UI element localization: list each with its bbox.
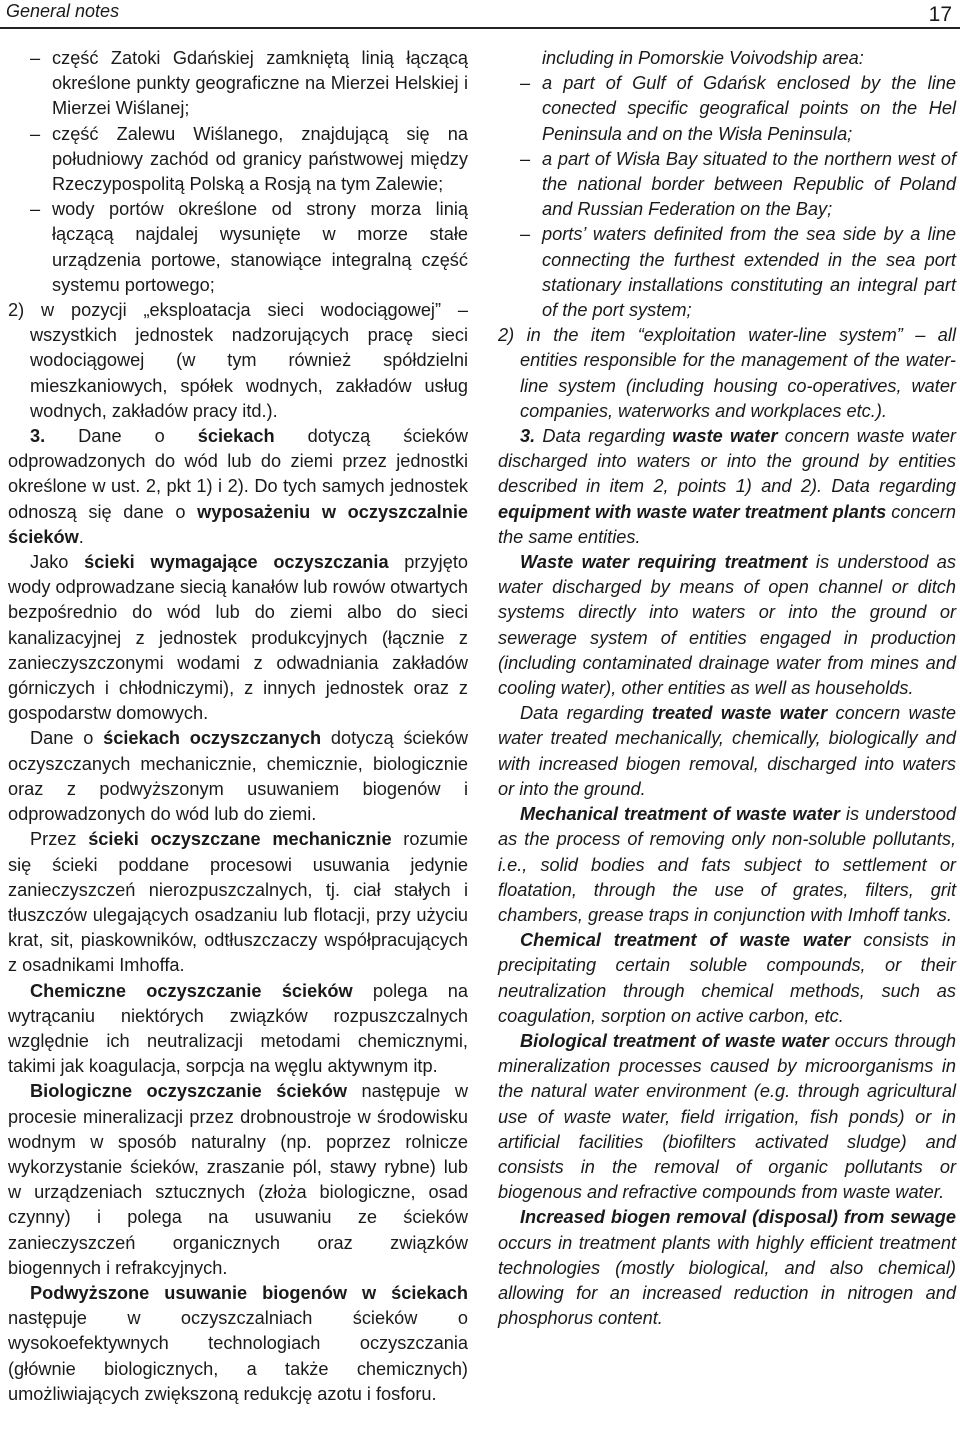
- english-column: [498, 46, 956, 1331]
- paragraph-number: 3.: [520, 426, 536, 447]
- term: Increased biogen removal (disposal) from sewage: [520, 1207, 956, 1228]
- paragraph: Podwyższone usuwanie biogenów w ściekach następuje w oczyszczalniach ścieków o wysokoefektywnych technologiach oczyszczania (głównie biologicznych, a także chemicznych) umożliwiających zwiększoną redukcję azotu i fosforu.: [8, 1282, 468, 1404]
- list-item: – wody portów określone od strony morza linią łączącą najdalej wysunięte w morze stałe urządzenia portowe, stanowiące integralną część systemu portowego;: [8, 197, 468, 298]
- term: Podwyższone usuwanie biogenów w ściekach: [30, 1282, 468, 1303]
- paragraph: Chemical treatment of waste water consists in precipitating certain soluble compounds, or their neutralization through chemical methods, such as coagulation, sorption on active carbon, etc.: [498, 930, 956, 1026]
- term: Biologiczne oczyszczanie ścieków: [30, 1081, 348, 1102]
- term: Chemical treatment of waste water: [520, 930, 851, 951]
- paragraph: Przez ścieki oczyszczane mechanicznie rozumie się ścieki poddane procesowi usuwania jedynie zanieczyszczeń nierozpuszczalnych, tj. ciał stałych i tłuszczów ulegających osadzaniu lub flotacji, przy użyciu krat, sit, piaskowników, odtłuszczaczy współpracujących z osadnikami Imhoffa.: [8, 829, 468, 976]
- section-title: General notes: [6, 1, 120, 21]
- paragraph-number: 3.: [30, 426, 46, 447]
- page-number: 17: [928, 3, 952, 26]
- term: equipment with waste water treatment plants: [498, 501, 887, 522]
- list-item: – część Zalewu Wiślanego, znajdującą się na południowy zachód od granicy państwowej między Rzeczypospolitą Polską a Rosją na tym Zalewie;: [8, 122, 468, 198]
- term: ścieki oczyszczane mechanicznie: [88, 829, 392, 850]
- term: Chemiczne oczyszczanie ścieków: [30, 980, 353, 1001]
- paragraph: Mechanical treatment of waste water is understood as the process of removing only non-soluble pollutants, i.e., solid bodies and fats subject to settlement or floatation, through the use of grates, filters, grit chambers, grease traps in conjunction with Imhoff tanks.: [498, 804, 956, 925]
- term: Biological treatment of waste water: [520, 1030, 829, 1051]
- numbered-item: 2) w pozycji „eksploatacja sieci wodociągowej” – wszystkich jednostek nadzorujących pracę sieci wodociągowej (w tym również spółdzielni mieszkaniowych, spółek wodnych, zakładów usług wodnych, zakładów pracy itd.).: [8, 300, 468, 421]
- paragraph: Biological treatment of waste water occurs through mineralization processes caused by microorganisms in the natural water environment (e.g. through agricultural use of waste water, field irrigation, fish ponds) or in artificial facilities (biofilters activated sludge) and consists in the removal of organic pollutants or biogenous and refractive compounds from waste water.: [498, 1030, 957, 1203]
- paragraph: Increased biogen removal (disposal) from sewage occurs in treatment plants with highly efficient treatment technologies (mostly biological, and also chemical) allowing for an increased reduction in nitrogen and phosphorus content.: [498, 1207, 956, 1329]
- term: Waste water requiring treatment: [520, 552, 808, 573]
- paragraph: Waste water requiring treatment is understood as water discharged by means of open channel or ditch systems directly into waters or into the ground or sewerage system of entities engaged in production (including contaminated drainage water from mines and cooling water), other entities as well as households.: [498, 552, 956, 699]
- page-header: [0, 0, 960, 29]
- paragraph: 3. Dane o ściekach dotyczą ścieków odprowadzonych do wód lub do ziemi przez jednostki określone w ust. 2, pkt 1) i 2). Do tych samych jednostek odnoszą się dane o wyposażeniu w oczyszczalnie ścieków.: [8, 426, 468, 547]
- list-item: – a part of Gulf of Gdańsk enclosed by the line conected specific geografical points on the Hel Peninsula and on the Wisła Peninsula;: [498, 71, 956, 147]
- term: ściekach: [197, 426, 275, 447]
- numbered-item: 2) in the item “exploitation water-line system” – all entities responsible for the management of the water-line system (including housing co-operatives, water companies, waterworks and workplaces etc.).: [498, 325, 956, 421]
- list-item: – a part of Wisła Bay situated to the northern west of the national border between Republic of Poland and Russian Federation on the Bay;: [498, 147, 956, 223]
- term: wyposażeniu w oczyszczalnie ścieków: [8, 501, 468, 547]
- paragraph: Jako ścieki wymagające oczyszczania przyjęto wody odprowadzane siecią kanałów lub rowów otwartych bezpośrednio do wód lub do ziemi albo do sieci kanalizacyjnej z jednostek produkcyjnych (łącznie z zanieczyszczonymi wodami z odwadniania zakładów górniczych i chłodniczymi), z innych jednostek oraz z gospodarstw domowych.: [8, 552, 468, 724]
- term: ścieki wymagające oczyszczania: [84, 552, 389, 573]
- paragraph: Chemiczne oczyszczanie ścieków polega na wytrącaniu niektórych związków rozpuszczalnych względnie ich neutralizacji metodami chemicznymi, takimi jak koagulacja, sorpcja na węglu aktywnym itp.: [8, 980, 468, 1077]
- paragraph: Dane o ściekach oczyszczanych dotyczą ścieków oczyszczanych mechanicznie, chemicznie, biologicznie oraz z podwyższonym usuwaniem biogenów i odprowadzonych do wód lub do ziemi.: [8, 728, 469, 825]
- term: treated waste water: [651, 703, 828, 724]
- paragraph: Biologiczne oczyszczanie ścieków następuje w procesie mineralizacji przez drobnoustroje w środowisku wodnym w sposób naturalny (np. poprzez rolnicze wykorzystanie ścieków, zraszanie pól, stawy rybne) lub w urządzeniach sztucznych (złoża biologiczne, osad czynny) i polega na usuwaniu ze ścieków zanieczyszczeń organicznych oraz związków biogennych i refrakcyjnych.: [8, 1081, 468, 1278]
- list-item: – ports’ waters definited from the sea side by a line connecting the furthest extended in the sea port stationary installations constituting an integral part of the port system;: [498, 222, 956, 323]
- term: waste water: [672, 426, 778, 447]
- intro-line: including in Pomorskie Voivodship area:: [542, 48, 864, 68]
- polish-column: [8, 46, 468, 1407]
- term: ściekach oczyszczanych: [103, 728, 322, 749]
- term: Mechanical treatment of waste water: [520, 804, 840, 825]
- paragraph: Data regarding treated waste water concern waste water treated mechanically, chemically, biologically and with increased biogen removal, discharged into waters or into the ground.: [498, 703, 957, 799]
- list-item: – część Zatoki Gdańskiej zamkniętą linią łączącą określone punkty geograficzne na Mierzei Helskiej i Mierzei Wiślanej;: [8, 46, 468, 122]
- paragraph: 3. Data regarding waste water concern waste water discharged into waters or into the ground by entities described in item 2, points 1) and 2). Data regarding equipment with waste water treatment plants concern the same entities.: [498, 426, 957, 547]
